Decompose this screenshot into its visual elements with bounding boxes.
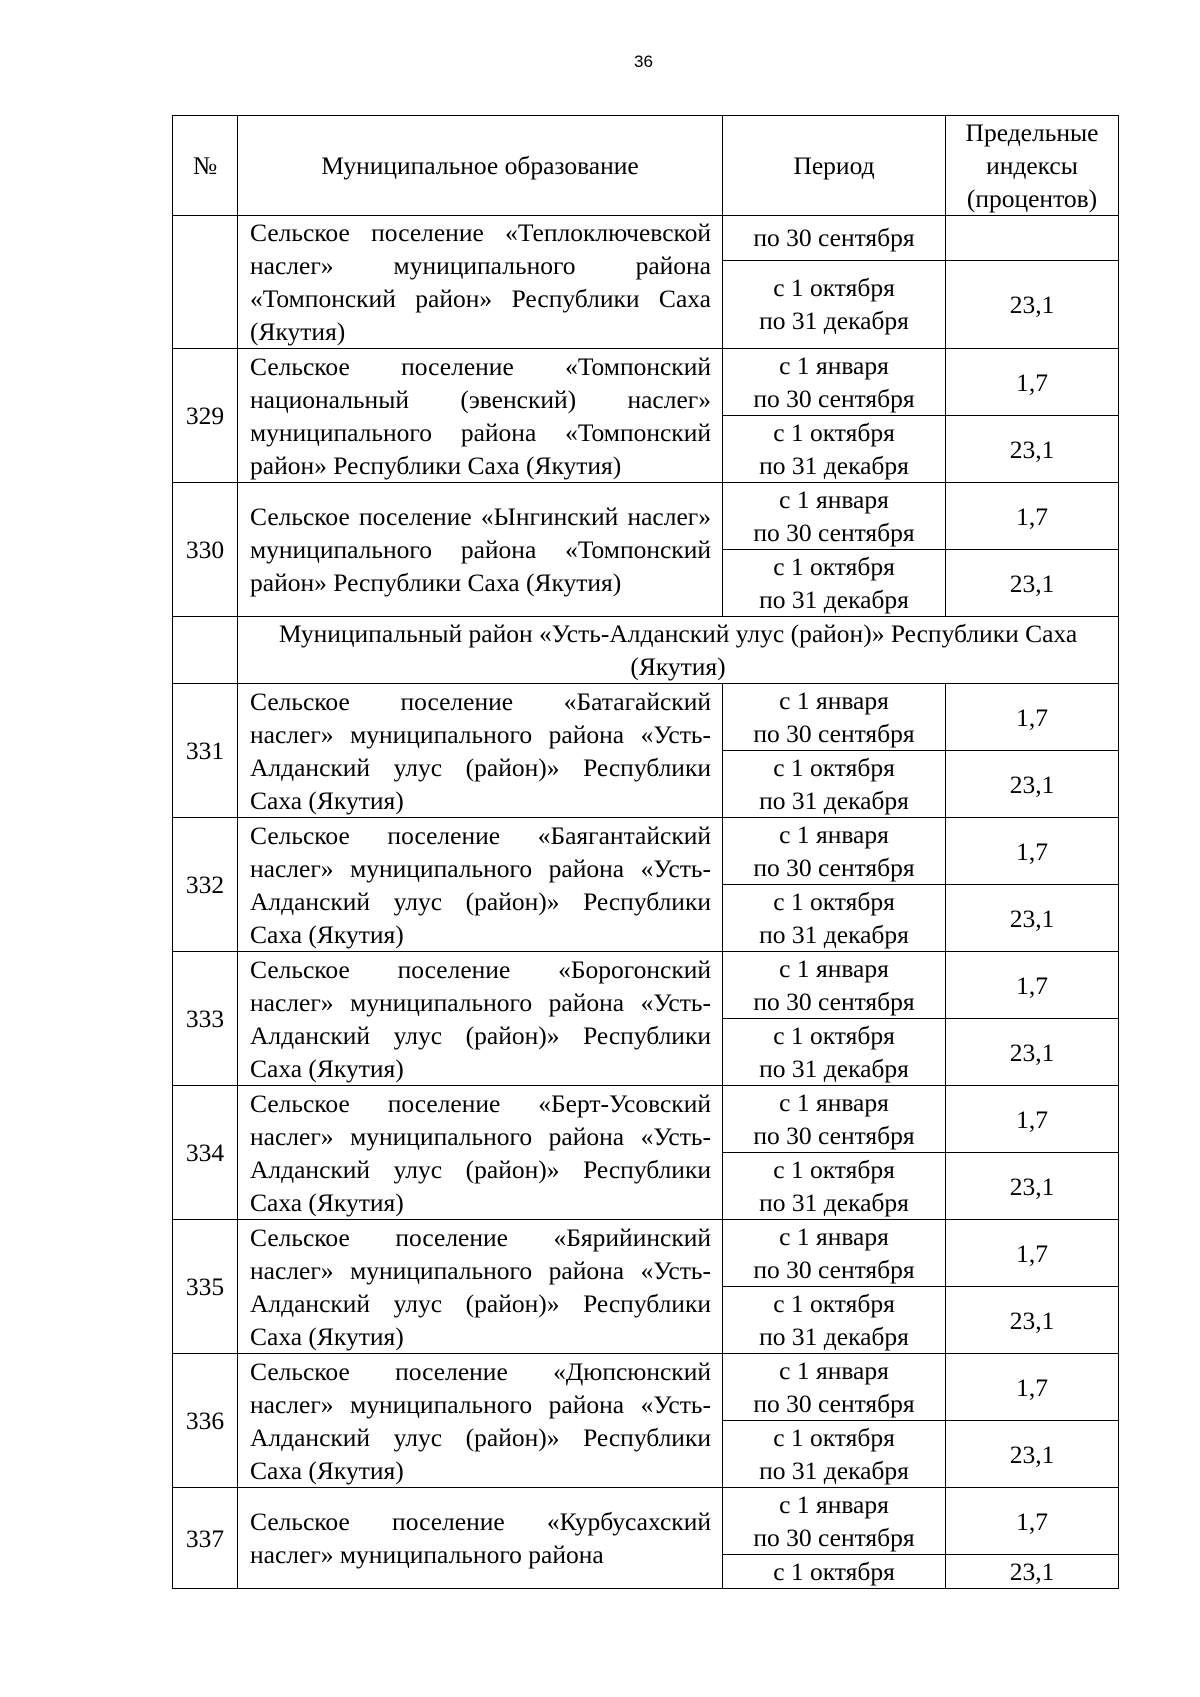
period-cell: с 1 октября — [723, 1555, 946, 1589]
entity-name: Сельское поселение «Батагайский наслег» муниципального района «Усть-Алданский улус (район)» Республики Саха (Якутия) — [238, 684, 723, 818]
index-value: 23,1 — [946, 550, 1119, 617]
index-value: 1,7 — [946, 818, 1119, 885]
entity-name: Сельское поселение «Теплоключевской наслег» муниципального района «Томпонский район» Республики Саха (Якутия) — [238, 216, 723, 349]
section-title: Муниципальный район «Усть-Алданский улус (район)» Республики Саха (Якутия) — [238, 617, 1119, 684]
period-cell: с 1 января по 30 сентября — [723, 483, 946, 550]
index-value: 23,1 — [946, 416, 1119, 483]
index-value — [946, 216, 1119, 261]
period-cell: с 1 января по 30 сентября — [723, 1086, 946, 1153]
entity-name: Сельское поселение «Бярийинский наслег» муниципального района «Усть-Алданский улус (район)» Республики Саха (Якутия) — [238, 1220, 723, 1354]
index-value: 1,7 — [946, 684, 1119, 751]
period-cell: с 1 января по 30 сентября — [723, 1220, 946, 1287]
entity-name: Сельское поселение «Дюпсюнский наслег» муниципального района «Усть-Алданский улус (район)» Республики Саха (Якутия) — [238, 1354, 723, 1488]
entity-name: Сельское поселение «Борогонский наслег» муниципального района «Усть-Алданский улус (район)» Республики Саха (Якутия) — [238, 952, 723, 1086]
table-row — [173, 483, 1119, 550]
index-value: 23,1 — [946, 1555, 1119, 1589]
index-table — [172, 115, 1119, 1589]
index-value: 23,1 — [946, 751, 1119, 818]
entity-name: Сельское поселение «Берт-Усовский наслег» муниципального района «Усть-Алданский улус (район)» Республики Саха (Якутия) — [238, 1086, 723, 1220]
row-number: 337 — [173, 1488, 238, 1589]
period-cell: с 1 января по 30 сентября — [723, 349, 946, 416]
index-value: 23,1 — [946, 1287, 1119, 1354]
entity-name: Сельское поселение «Курбусахский наслег» муниципального района — [238, 1488, 723, 1589]
period-cell: с 1 января по 30 сентября — [723, 1488, 946, 1555]
entity-name: Сельское поселение «Ынгинский наслег» муниципального района «Томпонский район» Республики Саха (Якутия) — [238, 483, 723, 617]
row-number: 333 — [173, 952, 238, 1086]
index-value: 23,1 — [946, 1019, 1119, 1086]
index-value: 1,7 — [946, 1354, 1119, 1421]
row-number: 329 — [173, 349, 238, 483]
index-value: 1,7 — [946, 952, 1119, 1019]
table-body — [173, 216, 1119, 1589]
period-cell: с 1 января по 30 сентября — [723, 952, 946, 1019]
header-period: Период — [723, 116, 946, 216]
index-value: 23,1 — [946, 885, 1119, 952]
entity-name: Сельское поселение «Томпонский национальный (эвенский) наслег» муниципального района «Томпонский район» Республики Саха (Якутия) — [238, 349, 723, 483]
row-number: 330 — [173, 483, 238, 617]
page-number: 36 — [634, 52, 653, 71]
table-row — [173, 818, 1119, 885]
table-row — [173, 349, 1119, 416]
period-cell: по 30 сентября — [723, 216, 946, 261]
row-number: 334 — [173, 1086, 238, 1220]
period-cell: с 1 октября по 31 декабря — [723, 1421, 946, 1488]
row-number: 335 — [173, 1220, 238, 1354]
header-number: № — [173, 116, 238, 216]
index-value: 23,1 — [946, 260, 1119, 348]
index-value: 1,7 — [946, 1488, 1119, 1555]
index-value: 23,1 — [946, 1421, 1119, 1488]
section-row — [173, 617, 1119, 684]
row-number — [173, 216, 238, 349]
index-value: 1,7 — [946, 349, 1119, 416]
entity-name: Сельское поселение «Баягантайский наслег» муниципального района «Усть-Алданский улус (район)» Республики Саха (Якутия) — [238, 818, 723, 952]
header-index: Предельные индексы (процентов) — [946, 116, 1119, 216]
period-cell: с 1 октября по 31 декабря — [723, 260, 946, 348]
period-cell: с 1 октября по 31 декабря — [723, 751, 946, 818]
period-cell: с 1 января по 30 сентября — [723, 684, 946, 751]
table-row — [173, 1220, 1119, 1287]
table-row — [173, 1086, 1119, 1153]
period-cell: с 1 января по 30 сентября — [723, 818, 946, 885]
period-cell: с 1 октября по 31 декабря — [723, 550, 946, 617]
period-cell: с 1 октября по 31 декабря — [723, 1287, 946, 1354]
header-entity: Муниципальное образование — [238, 116, 723, 216]
period-cell: с 1 октября по 31 декабря — [723, 416, 946, 483]
row-number: 331 — [173, 684, 238, 818]
period-cell: с 1 октября по 31 декабря — [723, 1019, 946, 1086]
table-row — [173, 1488, 1119, 1555]
table-row — [173, 1354, 1119, 1421]
table-row — [173, 684, 1119, 751]
period-cell: с 1 октября по 31 декабря — [723, 885, 946, 952]
table-header-row — [173, 116, 1119, 216]
period-cell: с 1 октября по 31 декабря — [723, 1153, 946, 1220]
row-number: 332 — [173, 818, 238, 952]
table-row — [173, 952, 1119, 1019]
table-row — [173, 216, 1119, 261]
index-value: 1,7 — [946, 483, 1119, 550]
index-value: 1,7 — [946, 1086, 1119, 1153]
index-value: 1,7 — [946, 1220, 1119, 1287]
row-number: 336 — [173, 1354, 238, 1488]
index-value: 23,1 — [946, 1153, 1119, 1220]
section-number-cell — [173, 617, 238, 684]
period-cell: с 1 января по 30 сентября — [723, 1354, 946, 1421]
